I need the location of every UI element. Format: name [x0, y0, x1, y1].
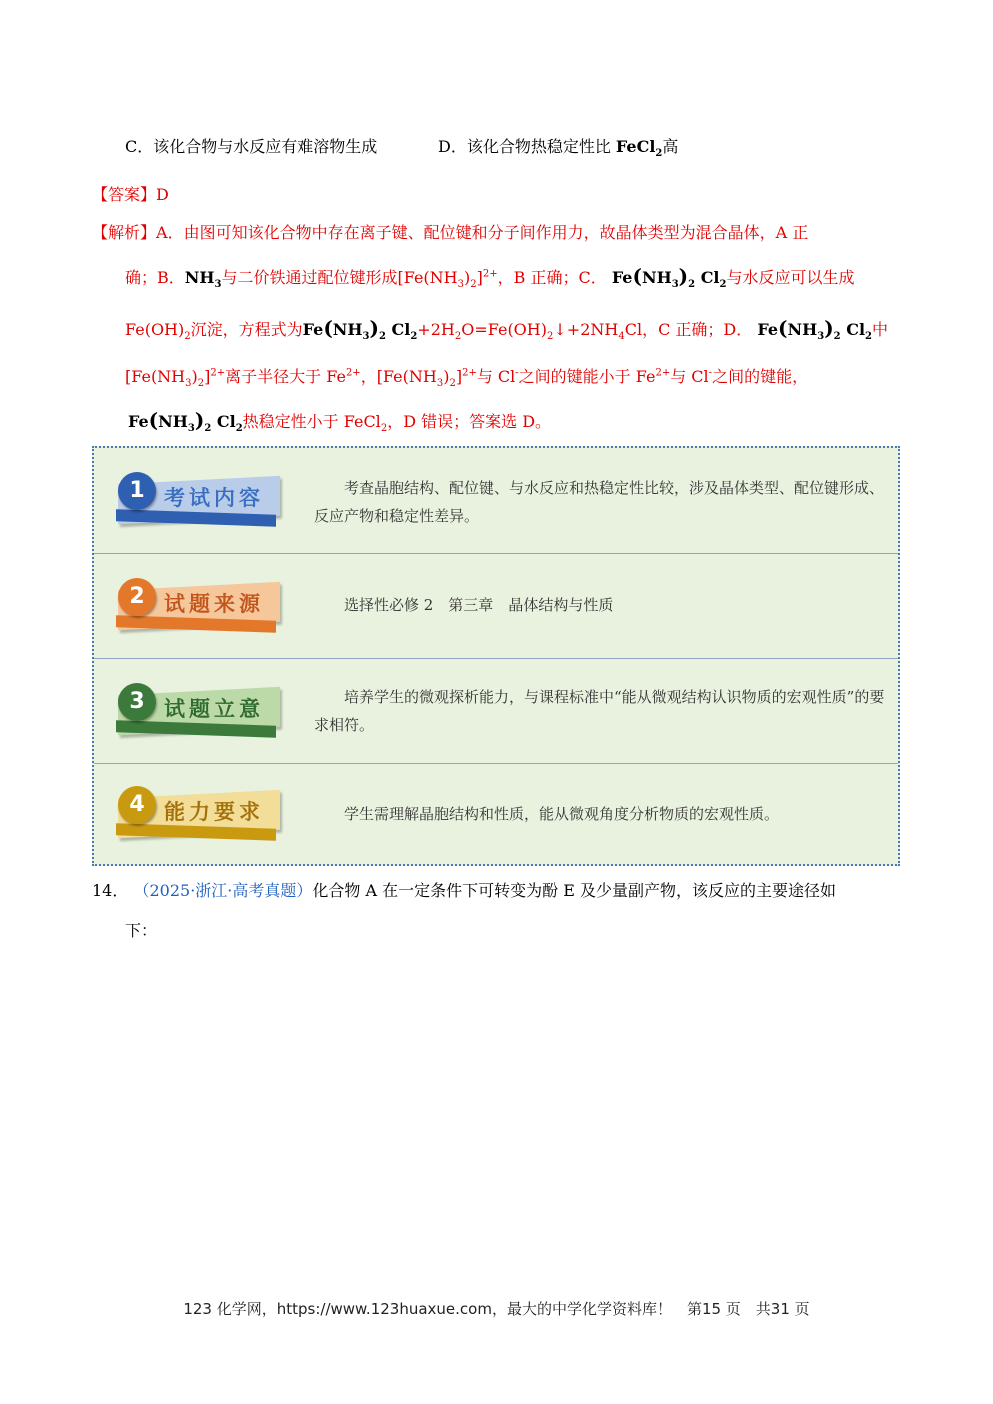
question-14	[92, 878, 836, 901]
option-c: C．该化合物与水反应有难溶物生成	[125, 137, 378, 156]
question-text-2: 下：	[125, 921, 158, 940]
badge-question-intent	[112, 683, 282, 737]
formula-fe-nh3-2-cl2: $Fe(NH_3)_2$ $Cl_2$	[611, 264, 727, 291]
badge-number: 3	[118, 683, 156, 721]
info-row-text: 考查晶胞结构、配位键、与水反应和热稳定性比较，涉及晶体类型、配位键形成、反应产物和稳定性差异。	[314, 479, 885, 525]
page-footer: 123 化学网，https://www.123huaxue.com，最大的中学化学资料库！ 第15 页 共31 页	[183, 1300, 810, 1318]
badge-label: 试题立意	[164, 697, 264, 721]
option-d-formula: FeCl$_2$	[615, 137, 663, 160]
badge-label: 试题来源	[164, 592, 264, 616]
badge-question-source	[112, 578, 282, 632]
badge-ability-requirement	[112, 786, 282, 840]
formula-fe-nh3-2-cl2: $Fe(NH_3)_2$ $Cl_2$	[302, 316, 418, 343]
badge-label: 能力要求	[164, 800, 264, 824]
info-row-text: 学生需理解晶胞结构和性质，能从微观角度分析物质的宏观性质。	[344, 805, 780, 823]
badge-number: 1	[118, 472, 156, 510]
info-row-text: 培养学生的微观探析能力，与课程标准中“能从微观结构认识物质的宏观性质”的要求相符。	[314, 688, 885, 734]
option-d-suffix: 高	[662, 137, 679, 156]
analysis-line-2: 确；B．$NH_3$与二价铁通过配位键形成$[Fe(NH_3)_2]^{2+}$，B 正确；C． $Fe(NH_3)_2$ $Cl_2$与水反应可以生成	[125, 264, 855, 291]
question-source: （2025·浙江·高考真题）	[133, 881, 313, 900]
formula-fe-nh3-2-cl2: $Fe(NH_3)_2$ $Cl_2$	[757, 316, 872, 343]
badge-label: 考试内容	[164, 486, 264, 510]
info-panel	[92, 446, 900, 866]
analysis-line-3: $Fe(OH)_2$沉淀，方程式为$Fe(NH_3)_2$ $Cl_2+2H_2O=Fe(OH)_2↓+2NH_4Cl$，C 正确；D． $Fe(NH_3)_2$ $Cl_2$中	[125, 316, 888, 343]
formula-fe-nh3-2-cl2: $Fe(NH_3)_2$ $Cl_2$	[128, 408, 243, 435]
answer-label: 【答案】	[92, 185, 157, 204]
analysis-label: 【解析】	[92, 223, 157, 242]
analysis-line-4: $[Fe(NH_3)_2]^{2+}$离子半径大于 $Fe^{2+}$，$[Fe(NH_3)_2]^{2+}$与 Cl-之间的键能小于 $Fe^{2+}$与 Cl-之间的键能，	[125, 367, 809, 390]
question-text-1: 化合物 A 在一定条件下可转变为酚 E 及少量副产物，该反应的主要途径如	[312, 881, 836, 900]
answer-value: D	[156, 185, 169, 204]
badge-number: 4	[118, 786, 156, 824]
analysis-line-1: 【解析】A．由图可知该化合物中存在离子键、配位键和分子间作用力，故晶体类型为混合晶体，A 正	[92, 223, 809, 242]
analysis-line-5: $Fe(NH_3)_2$ $Cl_2$热稳定性小于 FeCl$_2$，D 错误；答案选 D。	[128, 408, 552, 435]
info-row-4	[94, 763, 898, 864]
info-row-3	[94, 658, 898, 763]
info-row-text: 选择性必修 2 第三章 晶体结构与性质	[344, 596, 614, 614]
info-row-2	[94, 553, 898, 658]
question-number: 14．	[92, 881, 129, 900]
option-d	[438, 134, 678, 159]
info-row-1	[94, 448, 898, 553]
badge-exam-content	[112, 472, 282, 526]
badge-number: 2	[118, 578, 156, 616]
answer-line	[92, 182, 169, 205]
option-d-prefix: D．该化合物热稳定性比	[438, 137, 616, 156]
